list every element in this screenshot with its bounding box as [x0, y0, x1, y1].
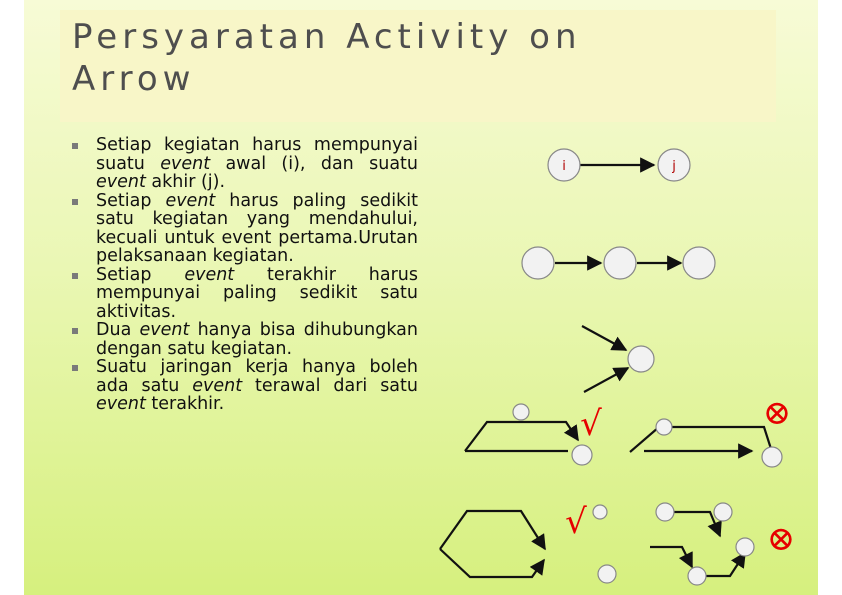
activity-arrow	[465, 422, 578, 451]
diagram-final-event	[582, 326, 654, 392]
bullet-text-italic: event	[96, 394, 146, 414]
bullet-text: Setiap	[96, 264, 185, 285]
bullet-text-italic: event	[96, 172, 146, 192]
node-label-j: j	[672, 159, 676, 174]
activity-arrow	[582, 326, 626, 350]
diagram-network-valid	[440, 505, 616, 583]
diagram-dual-events-valid	[465, 404, 592, 465]
event-node	[656, 419, 672, 435]
activity-arrow	[659, 427, 772, 452]
diagram-network-invalid	[650, 503, 754, 585]
event-node	[513, 404, 529, 420]
bullet-text: awal (i), dan suatu	[210, 153, 419, 174]
event-node	[598, 565, 616, 583]
diagram-dual-events-invalid	[630, 419, 782, 467]
bullet-text-italic: event	[192, 375, 243, 396]
bullet-text: Setiap kegiatan harus mempunyai suatu	[96, 135, 418, 174]
bullet-text: terakhir harus mempunyai paling sedikit satu aktivitas.	[96, 264, 418, 322]
event-node	[604, 247, 636, 279]
event-node	[572, 445, 592, 465]
event-node	[736, 538, 754, 556]
activity-arrow	[630, 427, 659, 452]
diagram-start-end-event	[548, 149, 690, 181]
event-node	[688, 567, 706, 585]
node-label-i: i	[562, 159, 566, 174]
invalid-cross-icon: ⊗	[766, 519, 796, 559]
bullet-text: harus paling sedikit satu kegiatan yang mendahului, kecuali untuk event pertama.Urutan pelaksanaan kegiatan.	[96, 190, 418, 266]
slide-title: Persyaratan Activity on Arrow	[72, 17, 582, 99]
valid-check-icon: √	[565, 502, 587, 542]
diagram-event-chain	[522, 247, 715, 279]
bullet-text-italic: event	[165, 190, 216, 211]
bullet-text: terawal dari satu	[242, 375, 418, 396]
activity-arrow	[440, 549, 544, 577]
bullet-text: Suatu jaringan kerja hanya boleh ada satu	[96, 357, 418, 396]
bullet-text: terakhir.	[145, 394, 225, 414]
bullet-text: hanya bisa dihubungkan dengan satu kegiatan.	[96, 320, 418, 359]
event-node	[628, 346, 654, 372]
bullet-text: Setiap	[96, 190, 166, 211]
event-node	[656, 503, 674, 521]
event-node	[683, 247, 715, 279]
bullet-text: akhir (j).	[145, 172, 226, 192]
activity-arrow	[440, 511, 545, 549]
activity-arrow	[650, 547, 692, 567]
bullet-text: Dua	[96, 320, 140, 340]
event-node	[593, 505, 607, 519]
event-node	[714, 503, 732, 521]
invalid-cross-icon: ⊗	[762, 393, 792, 433]
event-node	[522, 247, 554, 279]
activity-arrow	[700, 553, 745, 576]
bullet-text-italic: event	[139, 320, 190, 340]
valid-check-icon: √	[580, 404, 602, 444]
bullet-text-italic: event	[160, 153, 211, 174]
event-node	[762, 447, 782, 467]
bullet-text-italic: event	[184, 264, 235, 285]
activity-arrow	[584, 368, 628, 392]
